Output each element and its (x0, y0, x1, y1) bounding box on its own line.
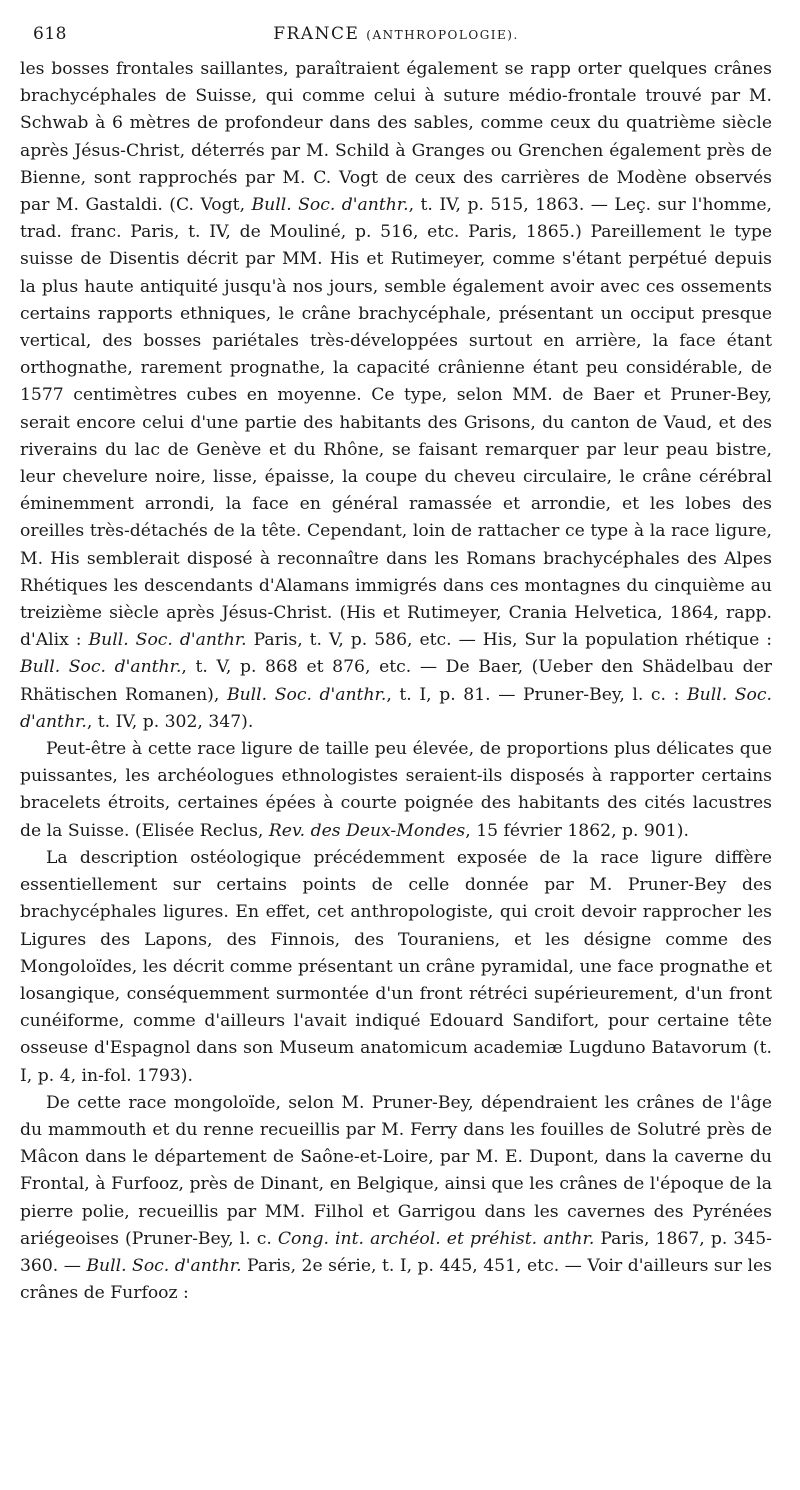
running-head-title: FRANCE (273, 24, 360, 44)
italic-citation: Cong. int. archéol. et préhist. anthr. (277, 1228, 595, 1249)
paragraph (20, 736, 772, 845)
text-run: Paris, t. V, p. 586, etc. — His, Sur la population rhétique : (246, 630, 772, 651)
text-run: , 15 février 1862, p. 901). (465, 820, 689, 841)
text-run: Paris, 1867, p. 345-360. — (20, 1228, 772, 1276)
document-page (20, 18, 772, 1307)
body-text (20, 56, 772, 1307)
text-run: , t. IV, p. 515, 1863. — Leç. sur l'homme, trad. franc. Paris, t. IV, de Mouliné, p. 516, etc. Paris, 1865.) Pareillement le type suisse de Disentis décrit par MM. His et Rutimeyer, comme s'étant perpétué depuis la plus haute antiquité jusqu'à nos jours, semble également avoir avec ces ossements certains rapports ethniques, le crâne brachycéphale, présentant un occiput presque vertical, des bosses pariétales très-développées surtout en arrière, la face étant orthognathe, rarement prognathe, la capacité crânienne étant peu considérable, de 1577 centimètres cubes en moyenne. Ce type, selon MM. de Baer et Pruner-Bey, serait encore celui d'une partie des habitants des Grisons, du canton de Vaud, et des riverains du lac de Genève et du Rhône, se faisant remarquer par leur peau bistre, leur chevelure noire, lisse, épaisse, la coupe du cheveu circulaire, le crâne cérébral éminemment arrondi, la face en général ramassée et arrondie, et les lobes des oreilles très-détachés de la tête. Cependant, loin de rattacher ce type à la race ligure, M. His semblerait disposé à reconnaître dans les Romans brachycéphales des Alpes Rhétiques les descendants d'Alamans immigrés dans ces montagnes du cinquième au treizième siècle après Jésus-Christ. (His et Rutimeyer, Crania Helvetica, 1864, rapp. d'Alix : (20, 195, 772, 651)
paragraph (20, 1090, 772, 1308)
text-run: Paris, 2e série, t. I, p. 445, 451, etc. — Voir d'ailleurs sur les crânes de Furfooz : (20, 1255, 772, 1304)
running-head-subtitle: (ANTHROPOLOGIE). (366, 28, 519, 42)
text-run: , t. V, p. 868 et 876, etc. — De Baer, (Ueber den Shädelbau der Rhätischen Romanen), (20, 657, 773, 705)
text-run: les bosses frontales saillantes, paraîtraient également se rapp orter quelques crânes brachycéphales de Suisse, qui comme celui à suture médio-frontale trouvé par M. Schwab à 6 mètres de profondeur dans des sables, comme ceux du quatrième siècle après Jésus-Christ, déterrés par M. Schild à Granges ou Grenchen également près de Bienne, sont rapprochés par M. C. Vogt de ceux des carrières de Modène observés par M. Gastaldi. (C. Vogt, (20, 59, 772, 216)
text-run: Peut-être à cette race ligure de taille peu élevée, de proportions plus délicates que puissantes, les archéologues ethnologistes seraient-ils disposés à rapporter certains bracelets étroits, certaines épées à courte poignée des habitants des cités lacustres de la Suisse. (Elisée Reclus, (20, 739, 772, 841)
paragraph (20, 56, 772, 736)
text-run: , t. I, p. 81. — Pruner-Bey, l. c. : (386, 684, 688, 705)
italic-citation: Bull. Soc. d'anthr. (88, 630, 247, 651)
paragraph (20, 845, 772, 1090)
italic-citation: Bull. Soc. d'anthr. (226, 684, 387, 705)
running-head (20, 24, 772, 44)
text-run: La description ostéologique précédemment exposée de la race ligure diffère essentiellement sur certains points de celle donnée par M. Pruner-Bey des brachycéphales ligures. En effet, cet anthropologiste, qui croit devoir rapprocher les Ligures des Lapons, des Finnois, des Touraniens, et les désigne comme des Mongoloïdes, les décrit comme présentant un crâne pyramidal, une face prognathe et losangique, conséquemment surmontée d'un front rétréci supérieurement, d'un front cunéiforme, comme d'ailleurs l'avait indiqué Edouard Sandifort, pour certaine tête osseuse d'Espagnol dans son Museum anatomicum academiæ Lugduno Batavorum (t. I, p. 4, in-fol. 1793). (20, 847, 772, 1086)
italic-citation: Bull. Soc. d'anthr. (20, 684, 772, 732)
italic-citation: Bull. Soc. d'anthr. (20, 657, 182, 678)
page-number: 618 (33, 24, 67, 44)
text-run: , t. IV, p. 302, 347). (86, 711, 254, 732)
italic-citation: Bull. Soc. d'anthr. (86, 1255, 242, 1276)
italic-citation: Rev. des Deux-Mondes (268, 820, 466, 841)
text-run: De cette race mongoloïde, selon M. Pruner-Bey, dépendraient les crânes de l'âge du mammouth et du renne recueillis par M. Ferry dans les fouilles de Solutré près de Mâcon dans le département de Saône-et-Loire, par M. E. Dupont, dans la caverne du Frontal, à Furfooz, près de Dinant, en Belgique, ainsi que les crânes de l'époque de la pierre polie, recueillis par MM. Filhol et Garrigou dans les cavernes des Pyrénées ariégeoises (Pruner-Bey, l. c. (20, 1092, 772, 1249)
italic-citation: Bull. Soc. d'anthr. (251, 195, 409, 216)
page-header (20, 18, 772, 52)
